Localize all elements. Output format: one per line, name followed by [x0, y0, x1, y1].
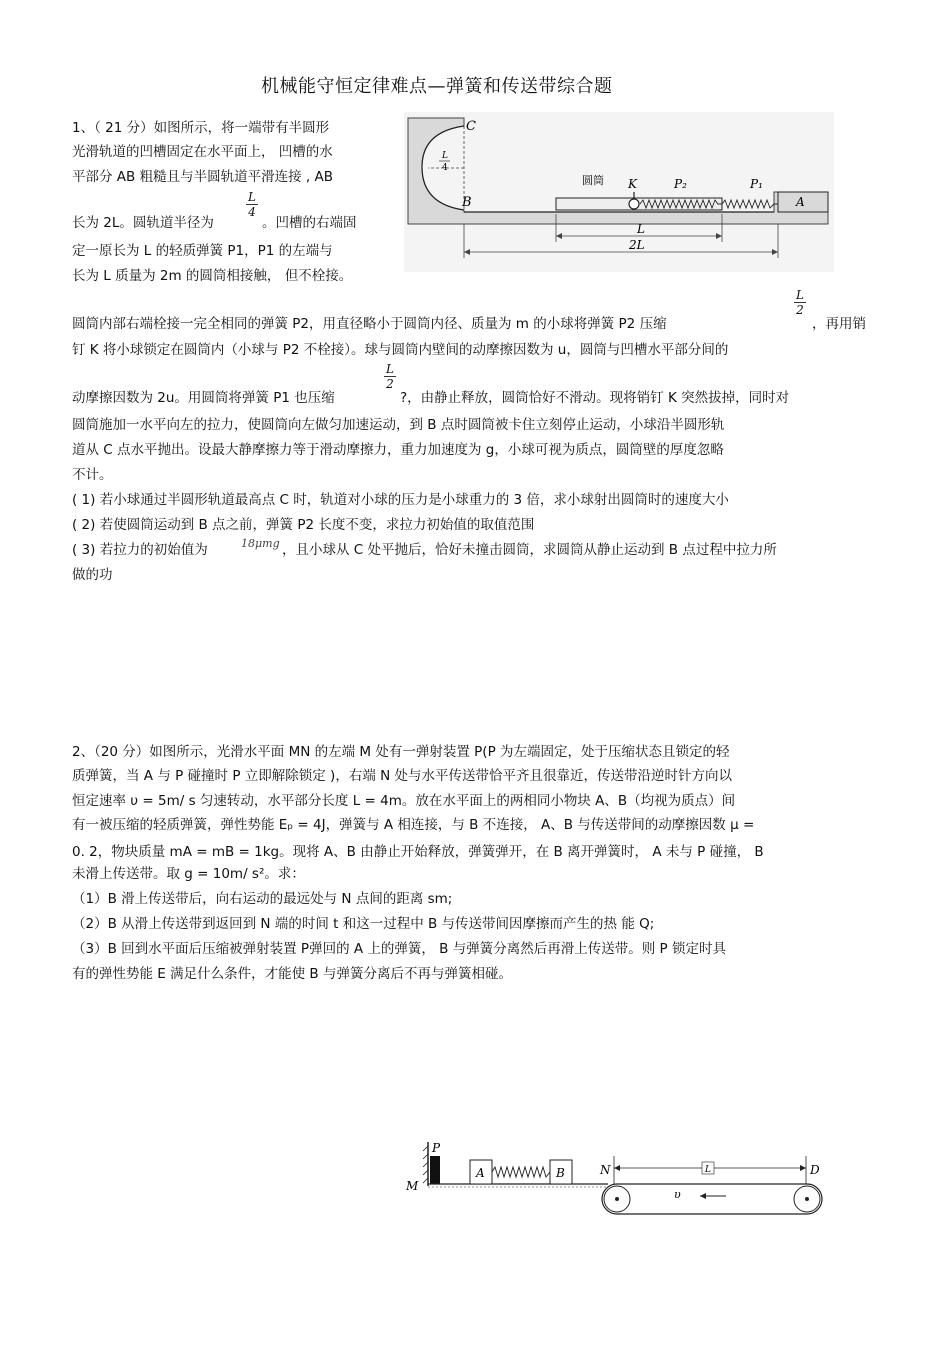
q2-fig-label-a: A — [476, 1166, 485, 1180]
q2-line-1: 2、（20 分）如图所示，光滑水平面 MN 的左端 M 处有一弹射装置 P(P 为左端固定，处于压缩状态且锁定的轻 — [72, 744, 730, 760]
q2-fig-label-v: υ — [674, 1188, 681, 1201]
q2-line-4: 有一被压缩的轻质弹簧，弹性势能 Eₚ = 4J，弹簧与 A 相连接，与 B 不连接， A、B 与传送带间的动摩擦因数 μ = — [72, 817, 755, 833]
q1-compress2-num: L — [386, 362, 394, 376]
q1-para-b-line-4: 不计。 — [72, 467, 113, 483]
q2-line-5: 0. 2，物块质量 mA = mB = 1kg。现将 A、B 由静止开始释放，弹簧弹开，在 B 离开弹簧时， A 未与 P 碰撞， B — [72, 844, 764, 860]
q2-fig-label-l: L — [705, 1165, 711, 1175]
q2-fig-launcher — [430, 1156, 440, 1184]
q1-para-b-line-1-start: 动摩擦因数为 2u。用圆筒将弹簧 P1 也压缩 — [72, 390, 335, 406]
q1-radius-num: L — [248, 190, 256, 204]
q1-fig-label-2l: 2L — [629, 238, 645, 252]
q1-fig-label-k: K — [628, 177, 637, 191]
q2-line-8: （2）B 从滑上传送带到返回到 N 端的时间 t 和这一过程中 B 与传送带间因摩擦而产生的热 能 Q; — [72, 916, 655, 932]
q1-radius-fraction — [246, 190, 258, 219]
q1-sub-question-2: ( 2) 若使圆筒运动到 B 点之前，弹簧 P2 长度不变，求拉力初始值的取值范围 — [72, 517, 535, 533]
q1-intro-line-4: 长为 2L。圆轨道半径为 — [72, 215, 214, 231]
q2-line-10: 有的弹性势能 E 满足什么条件，才能使 B 与弹簧分离后不再与弹簧相碰。 — [72, 966, 512, 982]
q1-sub-question-3-end: ，且小球从 C 处平抛后，恰好未撞击圆筒，求圆筒从静止运动到 B 点过程中拉力所 — [282, 542, 777, 558]
q1-fig-label-p2: P₂ — [674, 177, 687, 191]
q2-fig-label-b: B — [556, 1166, 565, 1180]
q1-compress-fraction-2 — [384, 362, 396, 391]
q1-compress2-den: 2 — [386, 377, 394, 391]
q1-intro-line-2: 光滑轨道的凹槽固定在水平面上， 凹槽的水 — [72, 144, 333, 160]
q2-line-2: 质弹簧，当 A 与 P 碰撞时 P 立即解除锁定 )，右端 N 处与水平传送带恰平齐且很靠近，传送带沿逆时针方向以 — [72, 768, 733, 784]
q1-para-a-line-2: 钉 K 将小球锁定在圆筒内（小球与 P2 不栓接）。球与圆筒内壁间的动摩擦因数为 u，圆筒与凹槽水平部分间的 — [72, 342, 729, 358]
page-title: 机械能守恒定律难点—弹簧和传送带综合题 — [261, 76, 613, 97]
q1-compress-num: L — [796, 288, 804, 302]
q2-fig-spring — [492, 1167, 550, 1177]
q1-fig-label-l: L — [637, 222, 645, 236]
q1-fig-tube-label: 圆筒 — [582, 174, 604, 187]
q1-compress-den: 2 — [796, 303, 804, 317]
q1-para-b-line-1-end: ?，由静止释放，圆筒恰好不滑动。现将销钉 K 突然拔掉，同时对 — [400, 390, 790, 406]
q1-para-a-line-1-end: ，再用销 — [812, 316, 866, 332]
q1-intro-line-3: 平部分 AB 粗糙且与半圆轨道平滑连接 , AB — [72, 169, 333, 185]
q1-radius-den: 4 — [248, 205, 256, 219]
q1-para-a-line-1: 圆筒内部右端栓接一完全相同的弹簧 P2，用直径略小于圆筒内径、质量为 m 的小球将弹簧 P2 压缩 — [72, 316, 667, 332]
q1-fig-label-c: C — [466, 119, 476, 134]
q1-intro-line-7: 长为 L 质量为 2m 的圆筒相接触， 但不栓接。 — [72, 268, 353, 284]
q1-para-b-line-3: 道从 C 点水平抛出。设最大静摩擦力等于滑动摩擦力，重力加速度为 g，小球可视为质点，圆筒壁的厚度忽略 — [72, 442, 724, 458]
q1-fig-r-num: L — [442, 151, 448, 161]
q1-sub-question-3-value: 18μmg — [241, 537, 280, 550]
q2-line-3: 恒定速率 υ = 5m/ s 匀速转动，水平部分长度 L = 4m。放在水平面上的两相同小物块 A、B（均视为质点）间 — [72, 793, 736, 809]
q2-line-9: （3）B 回到水平面后压缩被弹射装置 P弹回的 A 上的弹簧， B 与弹簧分离然后再滑上传送带。则 P 锁定时具 — [72, 941, 726, 957]
q1-sub-question-1: ( 1) 若小球通过半圆形轨道最高点 C 时，轨道对小球的压力是小球重力的 3 倍，求小球射出圆筒时的速度大小 — [72, 492, 729, 508]
q1-fig-label-b: B — [462, 195, 472, 210]
q1-intro-line-6: 定一原长为 L 的轻质弹簧 P1，P1 的左端与 — [72, 243, 333, 259]
q1-para-b-line-2: 圆筒施加一水平向左的拉力，使圆筒向左做匀加速运动，到 B 点时圆筒被卡住立刻停止运动，小球沿半圆形轨 — [72, 417, 725, 433]
q2-fig-conveyor-belt — [602, 1184, 822, 1214]
q2-line-6: 未滑上传送带。取 g = 10m/ s²。求： — [72, 866, 305, 882]
q1-fig-ball — [629, 199, 639, 209]
q1-intro-line-5: 。凹槽的右端固 — [262, 215, 357, 231]
q2-fig-label-p: P — [432, 1141, 441, 1155]
q2-line-7: （1）B 滑上传送带后，向右运动的最远处与 N 点间的距离 sm; — [72, 891, 453, 907]
q2-figure — [404, 1138, 834, 1223]
q1-sub-question-3-cont: 做的功 — [72, 567, 113, 583]
q1-fig-label-p1: P₁ — [750, 177, 763, 191]
q1-fig-r-den: 4 — [442, 163, 448, 173]
q2-fig-label-n: N — [600, 1163, 611, 1177]
q2-fig-label-d: D — [810, 1163, 820, 1177]
q1-figure — [404, 112, 834, 272]
q2-fig-label-m: M — [406, 1179, 419, 1193]
q1-fig-label-a: A — [796, 195, 805, 209]
q1-compress-fraction — [794, 288, 806, 317]
q1-intro-line-1: 1、（ 21 分）如图所示，将一端带有半圆形 — [72, 120, 330, 136]
q1-sub-question-3-start: ( 3) 若拉力的初始值为 — [72, 542, 208, 558]
